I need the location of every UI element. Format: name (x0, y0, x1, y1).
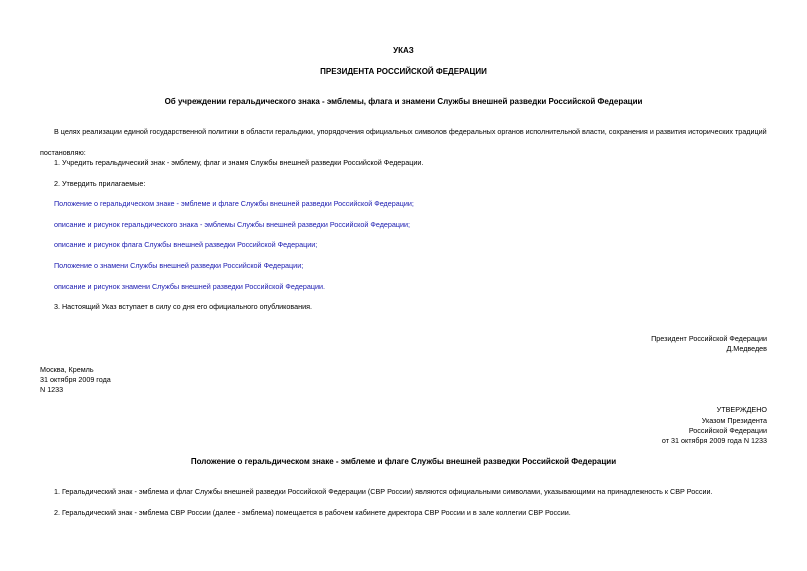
link-banner-description[interactable]: описание и рисунок знамени Службы внешней разведки Российской Федерации. (54, 282, 326, 291)
signature-name: Д.Медведев (726, 344, 767, 353)
date-text: 31 октября 2009 года (40, 375, 111, 384)
preamble-text: В целях реализации единой государственной политики в области геральдики, упорядочения официальных символов федеральных органов исполнительной власти, сохранения и развития исторических традиций (54, 127, 767, 136)
document-subtitle: ПРЕЗИДЕНТА РОССИЙСКОЙ ФЕДЕРАЦИИ (320, 67, 487, 76)
approval-federation: Российской Федерации (688, 426, 767, 435)
signature-position: Президент Российской Федерации (651, 334, 767, 343)
regulation-item-2: 2. Геральдический знак - эмблема СВР России (далее - эмблема) помещается в рабочем кабинете директора СВР России и в зале коллегии СВР России. (54, 508, 571, 517)
regulation-title: Положение о геральдическом знаке - эмблеме и флаге Службы внешней разведки Российской Федерации (190, 457, 617, 466)
approval-date-number: от 31 октября 2009 года N 1233 (661, 436, 767, 445)
decree-title: Об учреждении геральдического знака - эмблемы, флага и знамени Службы внешней разведки Российской Федерации (164, 97, 643, 106)
approval-stamp: УТВЕРЖДЕНО (716, 405, 767, 414)
link-flag-description[interactable]: описание и рисунок флага Службы внешней разведки Российской Федерации; (54, 240, 318, 249)
decree-item-2: 2. Утвердить прилагаемые: (54, 179, 146, 188)
link-emblem-description[interactable]: описание и рисунок геральдического знака - эмблемы Службы внешней разведки Российской Федерации; (54, 220, 411, 229)
regulation-item-1: 1. Геральдический знак - эмблема и флаг Службы внешней разведки Российской Федерации (СВР России) являются официальными символами, указывающими на принадлежность к СВР России. (54, 487, 713, 496)
document-title: УКАЗ (393, 46, 414, 55)
link-regulation-emblem-flag[interactable]: Положение о геральдическом знаке - эмблеме и флаге Службы внешней разведки Российской Федерации; (54, 199, 414, 208)
decree-word: постановляю: (40, 148, 86, 157)
approval-by-decree: Указом Президента (701, 416, 767, 425)
decree-number: N 1233 (40, 385, 64, 394)
place-text: Москва, Кремль (40, 365, 94, 374)
decree-item-1: 1. Учредить геральдический знак - эмблему, флаг и знамя Службы внешней разведки Российской Федерации. (54, 158, 424, 167)
decree-item-3: 3. Настоящий Указ вступает в силу со дня его официального опубликования. (54, 302, 313, 311)
link-banner-regulation[interactable]: Положение о знамени Службы внешней разведки Российской Федерации; (54, 261, 304, 270)
